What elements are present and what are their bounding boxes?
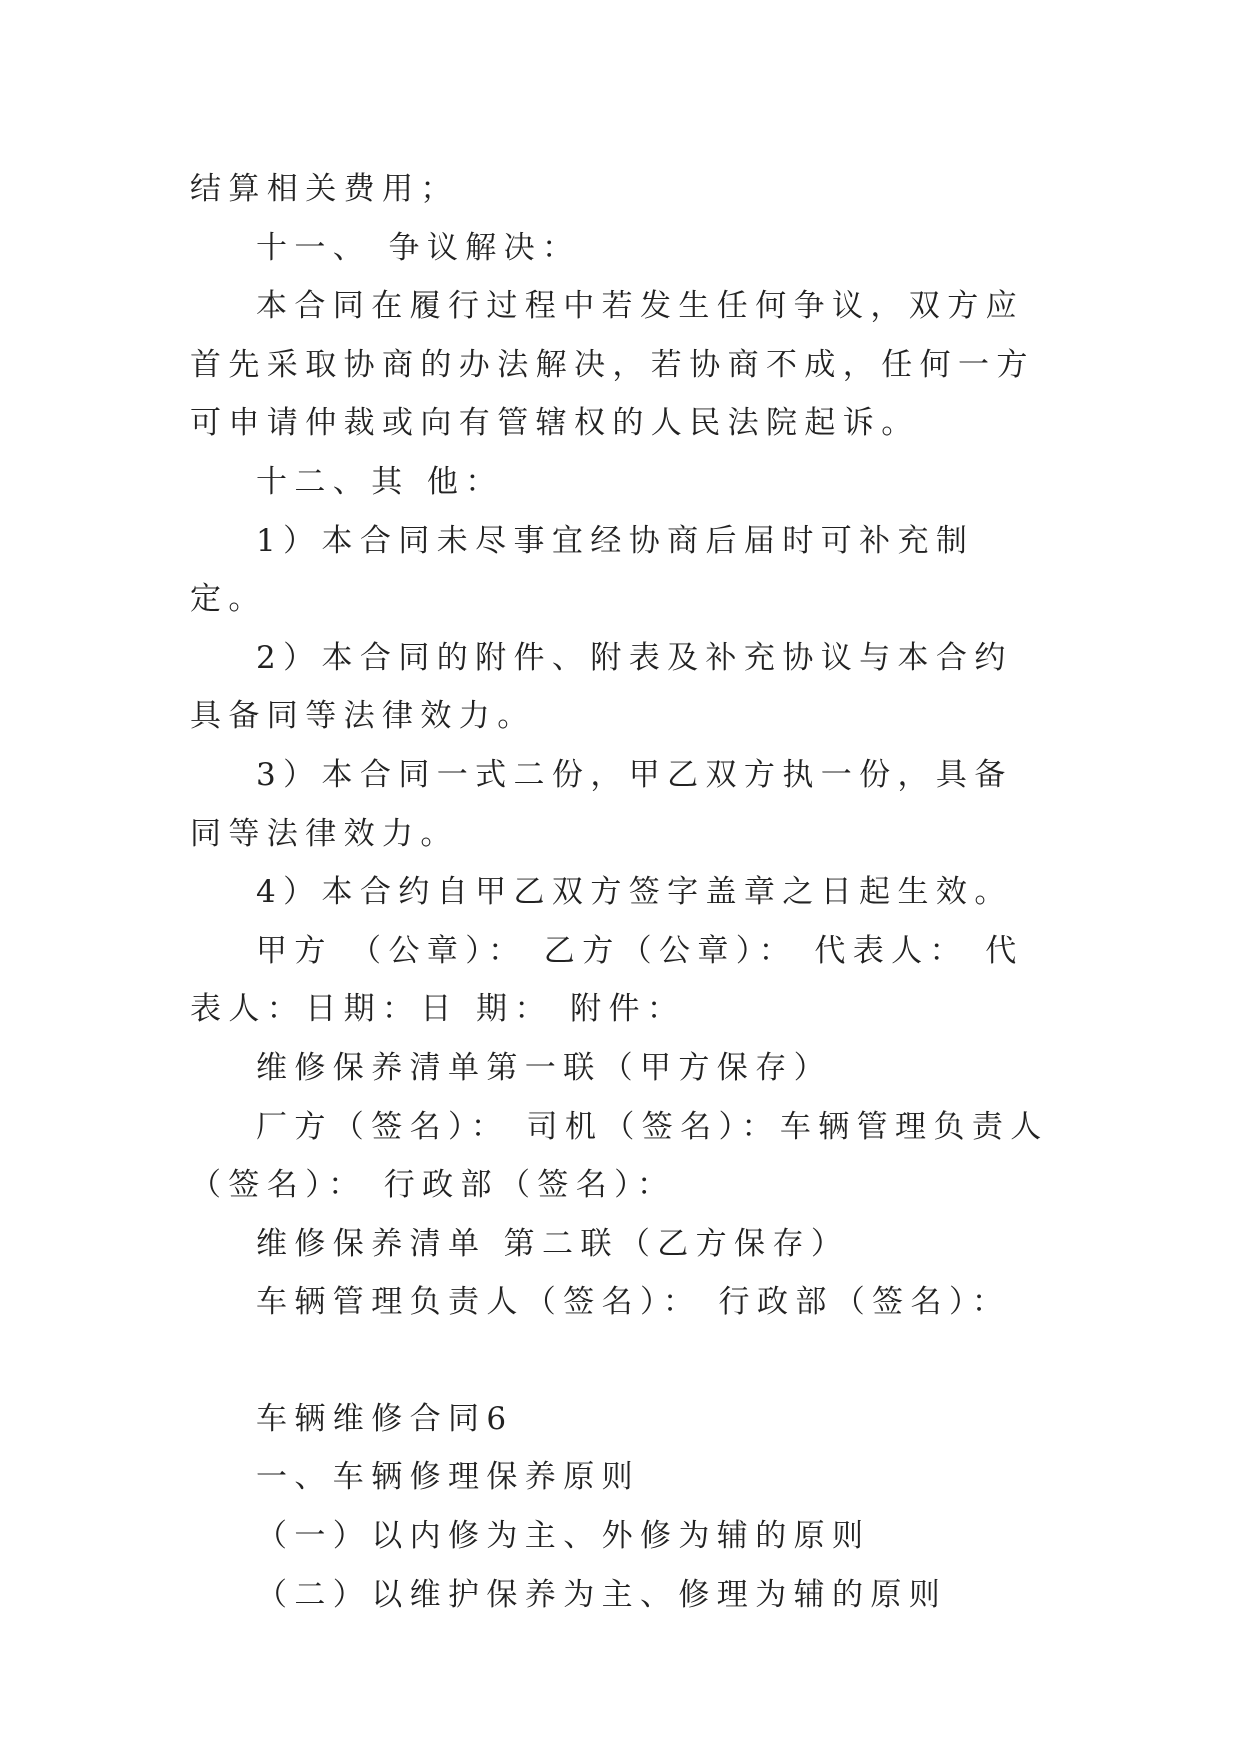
clause-item-4: 4）本合约自甲乙双方签字盖章之日起生效。 [256,874,1013,911]
principle-item-1: （一）以内修为主、外修为辅的原则 [256,1518,871,1555]
maintenance-list-copy-1: 维修保养清单第一联（甲方保存） [256,1049,832,1086]
signature-block: 甲方 （公章）： 乙方（公章）： 代表人： 代表人：日期：日 期： 附件： [190,932,1024,1028]
heading-dispute-resolution: 十一、 争议解决： [256,229,581,266]
heading-other: 十二、其 他： [256,463,504,500]
signature-line-copy-1: 厂方（签名）： 司机（签名）：车辆管理负责人（签名）： 行政部（签名）： [190,1108,1049,1204]
clause-item-2: 2）本合同的附件、附表及补充协议与本合约具备同等法律效力。 [190,639,1013,735]
section-title: 车辆维修合同6 [256,1400,514,1437]
document-body [190,160,1050,1624]
signature-line-copy-2: 车辆管理负责人（签名）： 行政部（签名）： [256,1284,1011,1321]
maintenance-list-copy-2: 维修保养清单 第二联（乙方保存） [256,1225,850,1262]
principle-item-2: （二）以维护保养为主、修理为辅的原则 [256,1576,948,1613]
paragraph-dispute-clause: 本合同在履行过程中若发生任何争议，双方应首先采取协商的办法解决，若协商不成，任何一方可申请仲裁或向有管辖权的人民法院起诉。 [190,288,1035,442]
paragraph-settle-fees: 结算相关费用； [190,171,459,207]
section-spacer [190,1332,1050,1390]
heading-repair-principles: 一、车辆修理保养原则 [256,1459,640,1496]
clause-item-3: 3）本合同一式二份，甲乙双方执一份，具备同等法律效力。 [190,756,1013,852]
clause-item-1: 1）本合同未尽事宜经协商后届时可补充制定。 [190,522,975,618]
